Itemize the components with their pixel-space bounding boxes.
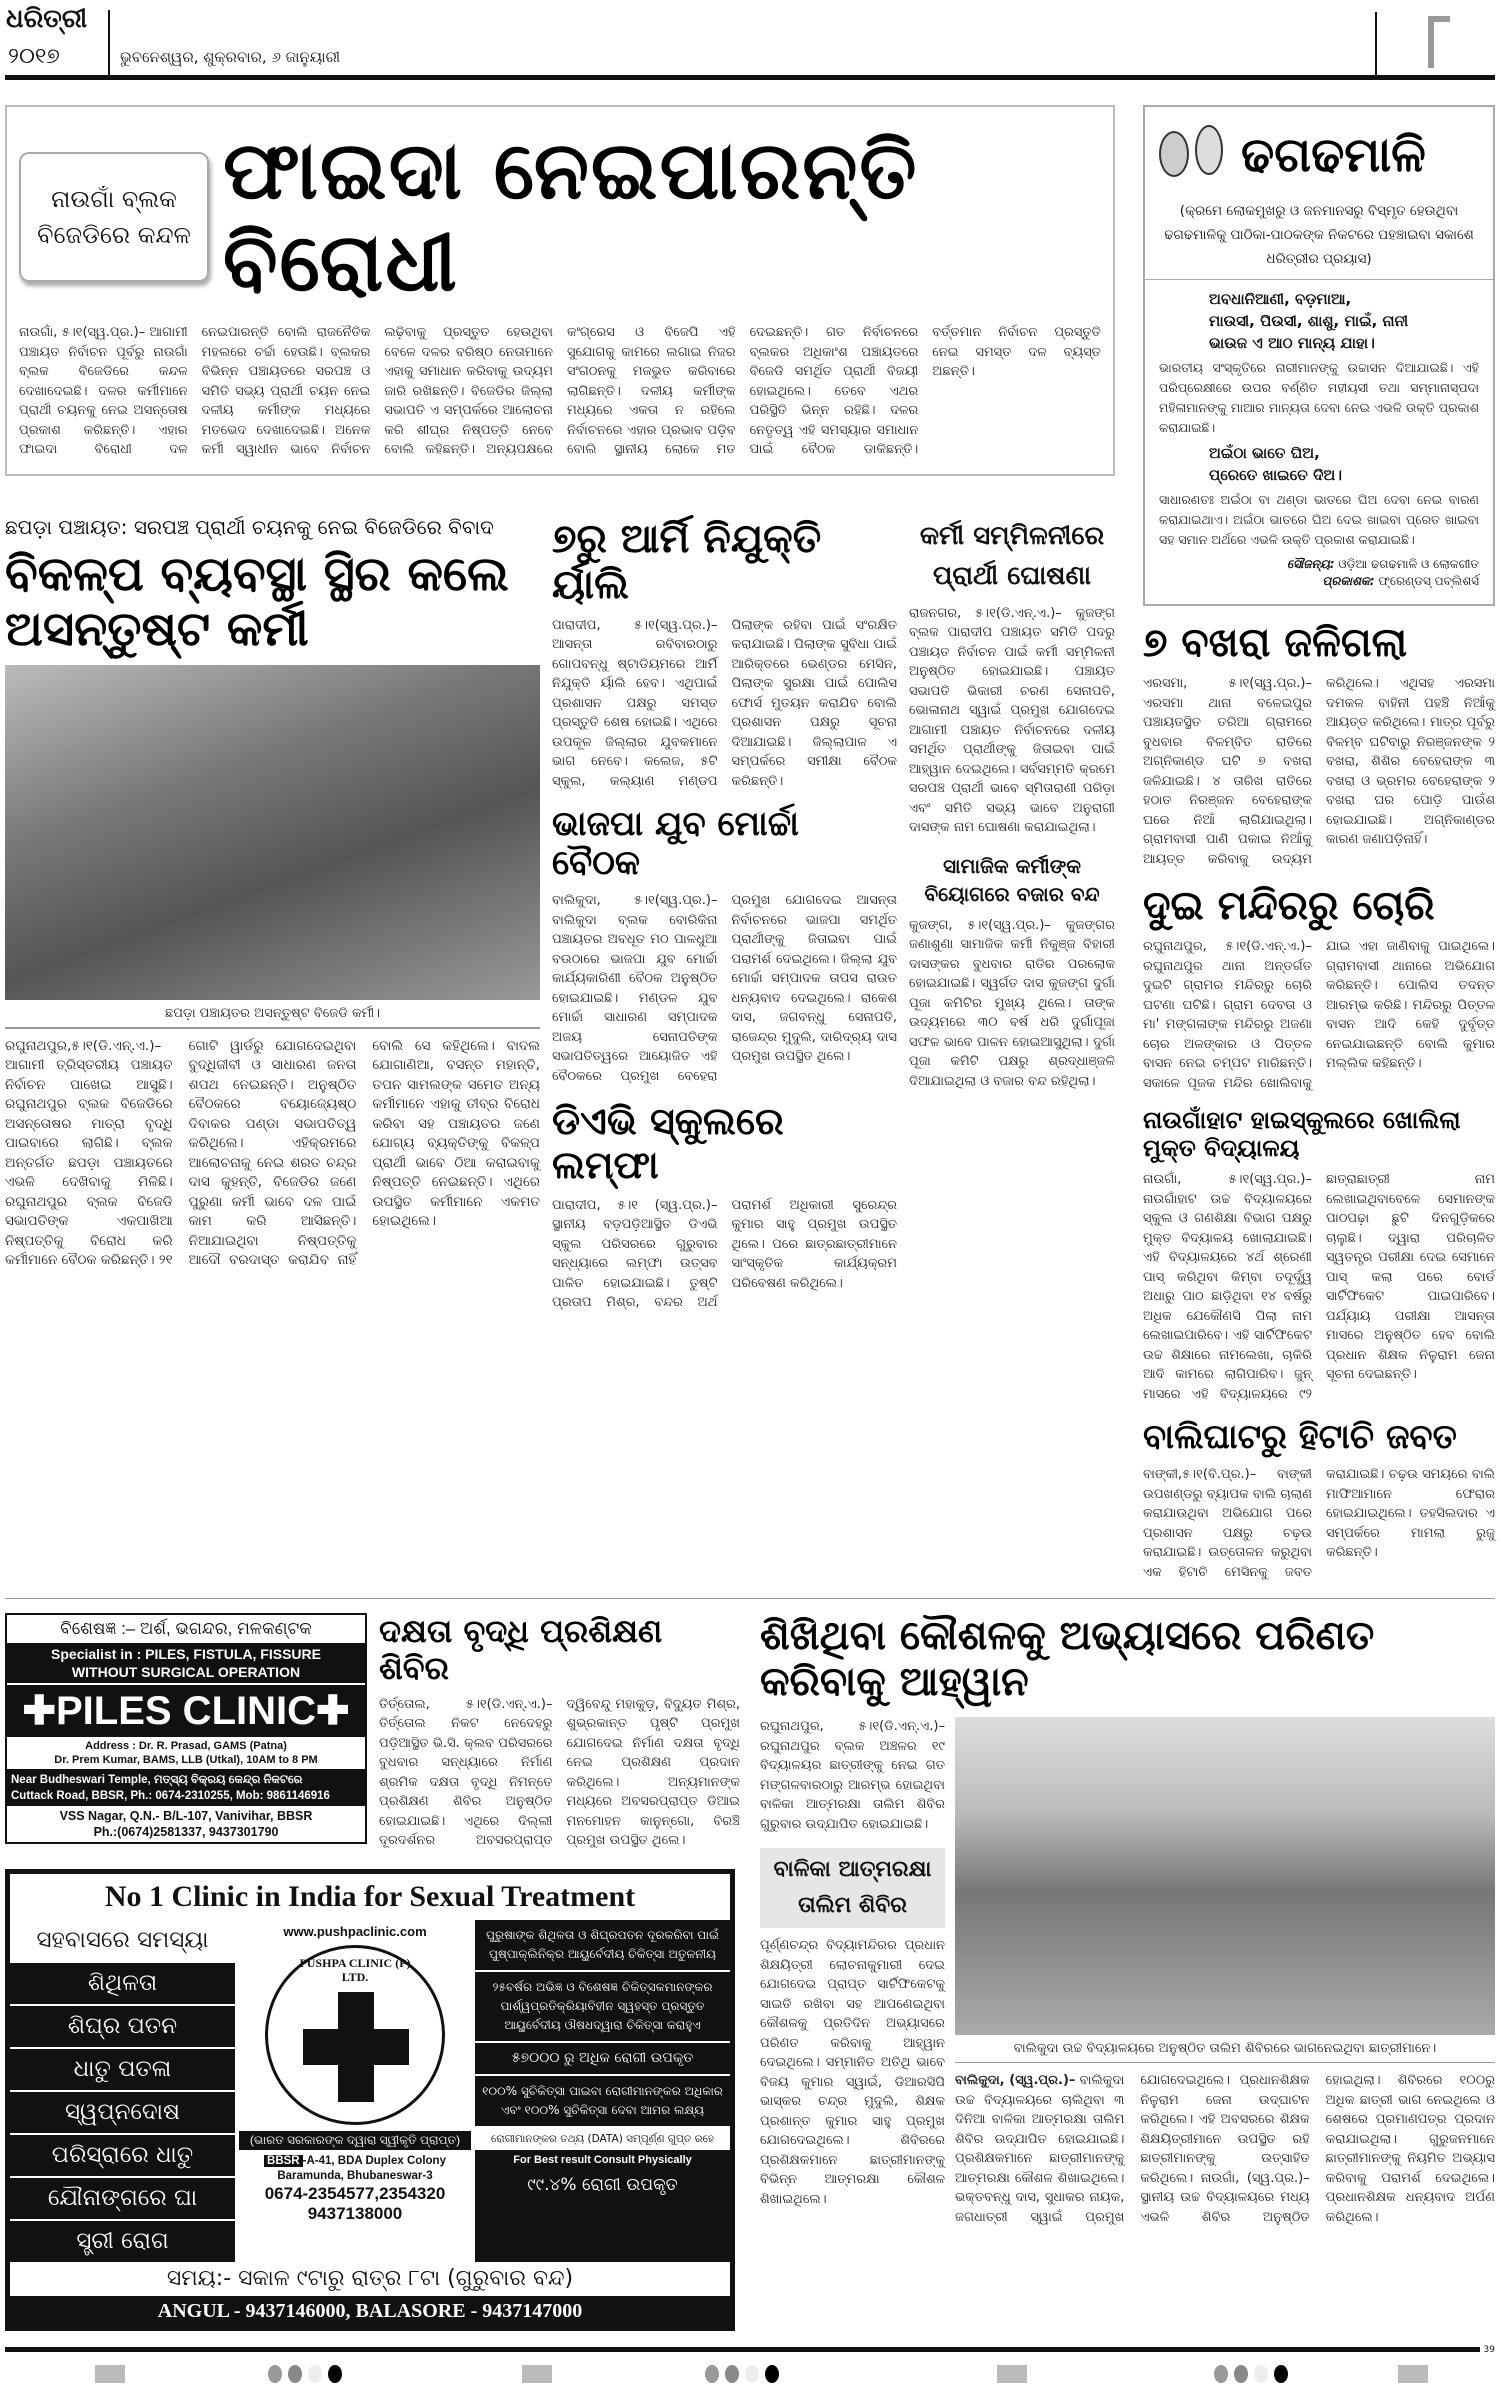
piles-clinic-ad <box>5 1613 367 1844</box>
temple-headline: ଦୁଇ ମନ୍ଦିରରୁ ଚୋରି <box>1143 883 1435 929</box>
success-rate: ୯୯.୪% ରୋଗୀ ଉପକୃତ <box>527 2174 678 2195</box>
training-camp-photo <box>955 1717 1495 2035</box>
clinic-address-block <box>239 2154 471 2224</box>
ad-specialist-block <box>7 1643 365 1683</box>
ad-address-block <box>7 1737 365 1770</box>
selfdef-lead-label: ବାଲିକୁଦା, (ସ୍ୱ.ପ୍ର.)– <box>955 2073 1076 2089</box>
dhagadhamali-box <box>1143 105 1495 606</box>
divider <box>108 10 110 76</box>
army-column <box>552 516 897 1313</box>
registration-marks <box>5 2365 1495 2385</box>
dhagadhamali-subtitle: (କ୍ରମେ ଲୋକମୁଖରୁ ଓ ଜନମାନସରୁ ବିସ୍ମୃତ ହେଉଥିବା ଢଗଢମାଳିକୁ ପାଠିକା-ପାଠକଙ୍କ ନିକଟରେ ପହଞ୍ଚାଇବା ସକାଶେ ଧରିତ୍ରୀର ପ୍ରୟାସ) <box>1164 203 1474 267</box>
clinic-phone-2: 9437138000 <box>307 2203 403 2223</box>
medical-cross-bar <box>303 2029 409 2065</box>
karmi-body: ରାଜନଗର, ୫।୧(ଡି.ଏନ୍.ଏ.)– କୁଜଙ୍ଗ ବ୍ଲକ ପାରାଦୀପ ପଞ୍ଚାୟତ ସମିତି ପଦରୁ ପଞ୍ଚାୟତ ନିର୍ବାଚନ ପାଇଁ କର୍ମୀ ସମ୍ମିଳନୀ ଅନୁଷ୍ଠିତ ହୋଇଯାଇଛି। ପଞ୍ଚାୟତ ସଭାପତି ଭିକାରୀ ଚରଣ ସେନାପତି, ଭୋଳାନାଥ ସ୍ୱାଇଁ ପ୍ରମୁଖ ଯୋଗଦେଇ ଆଗାମୀ ପଞ୍ଚାୟତ ନିର୍ବାଚନରେ ଦଳୀୟ ସମର୍ଥିତ ପ୍ରାର୍ଥୀଙ୍କୁ ଜିତାଇବା ପାଇଁ ଆହ୍ୱାନ ଦେଇଥିଲେ। ସର୍ବସମ୍ମତି କ୍ରମେ ସରପଞ୍ଚ ପ୍ରାର୍ଥୀ ଭାବେ ସ୍ମିତାରାଣୀ ପରିଡ଼ା ଏବଂ ସମିତି ସଭ୍ୟ ଭାବେ ଅନୁରାଗୀ ଦାସଙ୍କ ନାମ ଘୋଷଣା କରାଯାଇଥିଲା। <box>909 605 1115 835</box>
fire-body: ଏରସମା, ୫।୧(ସ୍ୱ.ପ୍ର.)– ଏରସମା ଥାନା ବଳେଇପୁର ପଞ୍ଚାୟତସ୍ଥିତ ତରିଆ ଗ୍ରାମରେ ବୁଧବାର ବିଳମ୍ବିତ ରାତିରେ ଅଗ୍ନିକାଣ୍ଡ ଘଟି ୭ ବଖରା ଜଳିଯାଇଛି। ୪ ତାରିଖ ରାତିରେ ହଠାତ ନିରଞ୍ଜନ ବେହେରାଙ୍କ ଘରେ ନିଆଁ ଲାଗିଯାଇଥିଲା। ଗ୍ରାମବାସୀ ପାଣି ପକାଇ ନିଆଁକୁ ଆୟତ୍ତ କରିବାକୁ ଉଦ୍ୟମ କରିଥିଲେ। ଏଥିସହ ଏରସମା ଦମକଳ ବାହିନୀ ପହଞ୍ଚି ନିଆଁକୁ ଆୟତ୍ତ କରିଥିଲେ। ମାତ୍ର ପୂର୍ବରୁ ବିଳମ୍ବ ଘଟିବାରୁ ନିରଞ୍ଜନଙ୍କ ୨ ବଖରା, ଶିଶିର ବେହେରାଙ୍କ ୩ ବଖରା ଓ ଭ୍ରମର ବେହେରାଙ୍କ ୨ ବଖରା ଘର ପୋଡ଼ି ପାଉଁଶ ହୋଇଯାଇଛି। ଅଗ୍ନିକାଣ୍ଡର କାରଣ ଜଣାପଡ଼ିନାହିଁ। <box>1143 676 1495 867</box>
page-corner-mark <box>1428 16 1450 68</box>
chhapada-column <box>5 516 540 1271</box>
plus-icon: ✚ <box>316 1689 350 1734</box>
clinic-address-1: -A-41, BDA Duplex Colony <box>302 2154 446 2167</box>
ad-specialist-odia: ବିଶେଷଜ୍ଞ :– ଅର୍ଶ, ଭଗନ୍ଦର, ମଳକଣ୍ଟକ <box>60 1619 312 1639</box>
condition-item: ସ୍ତ୍ରୀ ରୋଗ <box>76 2227 169 2254</box>
verse-1 <box>1159 288 1479 354</box>
dav-headline: ଡିଏଭି ସ୍କୁଲରେ ଲମ୍ଫା <box>552 1099 784 1187</box>
lead-body: ନାଉଗାଁ, ୫।୧(ସ୍ୱ.ପ୍ର.)– ଆଗାମୀ ପଞ୍ଚାୟତ ନିର୍ବାଚନ ପୂର୍ବରୁ ନାଉଗାଁ ବ୍ଲକ ବିଜେଡିରେ କନ୍ଦଳ ଦେଖାଦେଇଛି। ଦଳର କର୍ମୀମାନେ ପ୍ରାର୍ଥୀ ଚୟନକୁ ନେଇ ଅସନ୍ତୋଷ ପ୍ରକାଶ କରିଛନ୍ତି। ଏହାର ଫାଇଦା ବିରୋଧୀ ଦଳ ନେଇପାରନ୍ତି ବୋଲି ରାଜନୈତିକ ମହଲରେ ଚର୍ଚ୍ଚା ହେଉଛି। ବ୍ଲକର ବିଭିନ୍ନ ପଞ୍ଚାୟତରେ ସରପଞ୍ଚ ଓ ସମିତି ସଭ୍ୟ ପ୍ରାର୍ଥୀ ଚୟନ ନେଇ ଦଳୀୟ କର୍ମୀଙ୍କ ମଧ୍ୟରେ ମତଭେଦ ଦେଖାଦେଇଛି। ଅନେକ କର୍ମୀ ସ୍ୱାଧୀନ ଭାବେ ନିର୍ବାଚନ ଲଢ଼ିବାକୁ ପ୍ରସ୍ତୁତ ହେଉଥିବା ବେଳେ ଦଳର ବରିଷ୍ଠ ନେତାମାନେ ଏହାକୁ ସମାଧାନ କରିବାକୁ ଉଦ୍ୟମ ଜାରି ରଖିଛନ୍ତି। ବିଜେଡିର ଜିଲ୍ଲା ସଭାପତି ଏ ସମ୍ପର୍କରେ ଆଲୋଚନା କରି ଶୀଘ୍ର ନିଷ୍ପତ୍ତି ନେବେ ବୋଲି କହିଛନ୍ତି। ଅନ୍ୟପକ୍ଷରେ କଂଗ୍ରେସ ଓ ବିଜେପି ଏହି ସୁଯୋଗକୁ କାମରେ ଲଗାଇ ନିଜର ସଂଗଠନକୁ ମଜଭୁତ କରିବାରେ ଲାଗିଛନ୍ତି। ଦଳୀୟ କର୍ମୀଙ୍କ ମଧ୍ୟରେ ଏକତା ନ ରହିଲେ ନିର୍ବାଚନରେ ଏହାର ପ୍ରଭାବ ପଡ଼ିବ ବୋଲି ସ୍ଥାନୀୟ ଲୋକେ ମତ ଦେଇଛନ୍ତି। ଗତ ନିର୍ବାଚନରେ ବ୍ଲକର ଅଧିକାଂଶ ପଞ୍ଚାୟତରେ ବିଜେଡି ସମର୍ଥିତ ପ୍ରାର୍ଥୀ ବିଜୟୀ ହୋଇଥିଲେ। ତେବେ ଏଥର ପରିସ୍ଥିତି ଭିନ୍ନ ରହିଛି। ଦଳର ନେତୃତ୍ୱ ଏହି ସମସ୍ୟାର ସମାଧାନ ପାଇଁ ବୈଠକ ଡାକିଛନ୍ତି। ବର୍ତ୍ତମାନ ନିର୍ବାଚନ ପ୍ରସ୍ତୁତି ନେଇ ସମସ୍ତ ଦଳ ବ୍ୟସ୍ତ ଅଛନ୍ତି। <box>19 325 1101 457</box>
pushpa-title: No 1 Clinic in India for Sexual Treatment <box>10 1874 730 1920</box>
ad-title-bar <box>7 1685 365 1737</box>
main-section <box>5 105 1495 1582</box>
verse-2 <box>1159 442 1479 486</box>
condition-item: ଶିଘ୍ର ପତନ <box>10 2006 235 2049</box>
publisher: ଫ୍ରେଣ୍ଡସ୍ ପବ୍ଲିଶର୍ସ <box>1378 574 1479 588</box>
left-area <box>5 105 1115 1313</box>
cartoon-faces-icon <box>1159 121 1229 191</box>
bbsr-label: BBSR <box>264 2155 303 2167</box>
hitachi-headline: ବାଲିଘାଟରୁ ହିଟାଚି ଜବତ <box>1143 1417 1457 1458</box>
ad-location-2: Cuttack Road, BBSR, Ph.: 0674-2310255, Mob: 9861146916 <box>11 1790 330 1803</box>
lead-top <box>19 125 1101 309</box>
condition-item: ଶିଥିଳତା <box>10 1963 235 2006</box>
lead-kicker-box <box>19 152 209 282</box>
divider <box>5 1027 540 1029</box>
credit: ଓଡ଼ିଆ ଢଗଢମାଳି ଓ ଲୋକଗୀତ <box>1338 557 1479 571</box>
bjp-headline: ଭାଜପା ଯୁବ ମୋର୍ଚ୍ଚା ବୈଠକ <box>552 804 799 884</box>
consult-note: For Best result Consult Physically <box>513 2153 692 2166</box>
condition-item: ସହବାସରେ ସମସ୍ୟା <box>10 1920 235 1963</box>
verse-2-explanation: ସାଧାରଣତଃ ଅଇଁଠା ବା ଥଣ୍ଡା ଭାତରେ ଘିଅ ଦେବା ନେଇ ବାରଣ କରାଯାଇଥାଏ। ଅଇଁଠା ଭାତରେ ଘିଅ ଦେଇ ଖାଇବା ପ୍ରେତ ଖାଇବା ସହ ସମାନ ଅର୍ଥରେ ଏଭଳି ଉକ୍ତି ପ୍ରକାଶ କରାଯାଇଛି। <box>1159 492 1479 547</box>
claims-list <box>475 1920 730 2262</box>
ad-no-surgery: WITHOUT SURGICAL OPERATION <box>71 1664 301 1681</box>
footer-rule <box>5 2347 1480 2352</box>
selfdef-left <box>760 1717 945 2209</box>
condition-item: ସ୍ୱପ୍ନଦୋଷ <box>10 2092 235 2135</box>
divider <box>1145 279 1493 280</box>
claim-item: ୧୦୦% ସୁଚିକିତ୍ସା ପାଇବା ରୋଗୀମାନଙ୍କର ଅଧିକାର ଏବଂ ୧୦୦% ସୁଚିକିତ୍ସା ଦେବା ଆମର ଲକ୍ଷ୍ୟ <box>475 2076 730 2128</box>
ads-and-skill-row <box>5 1613 740 1851</box>
ad-location-block-2 <box>7 1806 365 1842</box>
clinic-phone-1: 0674-2354577,2354320 <box>264 2183 446 2203</box>
dav-body: ପାରାଦୀପ, ୫।୧ (ସ୍ୱ.ପ୍ର.)– ସ୍ଥାନୀୟ ବଡ଼ପଡ଼ିଆସ୍ଥିତ ଡିଏଭି ସ୍କୁଲ ପରିସରରେ ଗୁରୁବାର ସନ୍ଧ୍ୟାରେ ଲମ୍ଫା ଉତ୍ସବ ପାଳିତ ହୋଇଯାଇଛି। ତୁଷ୍ଟି ପ୍ରତାପ ମିଶ୍ର, ବନ୍ଦର ଅର୍ଥ ପରାମର୍ଶ ଅଧିକାରୀ ସୁରେନ୍ଦ୍ର କୁମାର ସାହୁ ପ୍ରମୁଖ ଉପସ୍ଥିତ ଥିଲେ। ପରେ ଛାତ୍ରଛାତ୍ରୀମାନେ ସାଂସ୍କୃତିକ କାର୍ଯ୍ୟକ୍ରମ ପରିବେଷଣ କରିଥିଲେ। <box>552 1197 897 1311</box>
dhagadhamali-title: ଢଗଢମାଳି <box>1241 127 1426 184</box>
chhapada-headline: ବିକଳ୍ପ ବ୍ୟବସ୍ଥା ସ୍ଥିର କଲେ ଅସନ୍ତୁଷ୍ଟ କର୍ମୀ <box>5 545 509 657</box>
footer <box>5 2345 1495 2393</box>
credit-label: ସୌଜନ୍ୟ: <box>1287 557 1335 571</box>
skill-headline: ଦକ୍ଷତା ବୃଦ୍ଧି ପ୍ରଶିକ୍ଷଣ ଶିବିର <box>379 1612 663 1688</box>
chhapada-body: ରଘୁନାଥପୁର,୫।୧(ଡି.ଏନ୍.ଏ.)– ଆଗାମୀ ତ୍ରିସ୍ତରୀୟ ପଞ୍ଚାୟତ ନିର୍ବାଚନ ପାଖେଇ ଆସୁଛି। ରଘୁନାଥପୁର ବ୍ଲକ ବିଜେଡିରେ ଅସନ୍ତୋଷର ମାତ୍ରା ବୃଦ୍ଧି ପାଇବାରେ ଲାଗିଛି। ବ୍ଲକ ଅନ୍ତର୍ଗତ ଛପଡ଼ା ପଞ୍ଚାୟତରେ ଏଭଳି ଦେଖିବାକୁ ମିଳିଛି। ରଘୁନାଥପୁର ବ୍ଲକ ବିଜେଡି ସଭାପତିଙ୍କ ଏକପାଖିଆ ନିଷ୍ପତ୍ତିକୁ ବିରୋଧ କରି କର୍ମୀମାନେ ବୈଠକ କରିଛନ୍ତି। ୨୧ ଗୋଟି ୱାର୍ଡରୁ ଯୋଗଦେଇଥିବା ବୁଦ୍ଧିଜୀବୀ ଓ ସାଧାରଣ ଜନତା ଶପଥ ନେଇଛନ୍ତି। ଅନୁଷ୍ଠିତ ବୈଠକରେ ବୟୋଜ୍ୟେଷ୍ଠ ଦିବାକର ପଣ୍ଡା ସଭାପତିତ୍ୱ କରିଥିଲେ। ଏହିକ୍ରମରେ ଆଲୋଚନାକୁ ନେଇ ଶରତ ଚନ୍ଦ୍ର ଦାସ କୁହନ୍ତି, ବିଜେଡିର ଜଣେ ପୁରୁଣା କର୍ମୀ ଭାବେ ଦଳ ପାଇଁ କାମ କରି ଆସିଛନ୍ତି। ନିଆଯାଇଥିବା ନିଷ୍ପତ୍ତିକୁ ଆଦୌ ବରଦାସ୍ତ କରାଯିବ ନାହିଁ ବୋଲି ସେ କହିଥିଲେ। ବାଦଲ ଯୋଗାଣିଆ, ବସନ୍ତ ମହାନ୍ତି, ତପନ ସାମଲଙ୍କ ସମେତ ଅନ୍ୟ କର୍ମୀମାନେ ଏହାକୁ ତୀବ୍ର ବିରୋଧ କରିବା ସହ ପଞ୍ଚାୟତର ଜଣେ ଯୋଗ୍ୟ ବ୍ୟକ୍ତିଙ୍କୁ ବିକଳ୍ପ ପ୍ରାର୍ଥୀ ଭାବେ ଠିଆ କରାଇବାକୁ ନିଷ୍ପତ୍ତି ନେଇଛନ୍ତି। ଏଥିରେ ଉପସ୍ଥିତ କର୍ମୀମାନେ ଏକମତ ହୋଇଥିଲେ। <box>5 1037 540 1269</box>
plus-icon: ✚ <box>22 1689 56 1734</box>
temple-body: ରଘୁନାଥପୁର, ୫।୧(ଡି.ଏନ୍.ଏ.)– ରଘୁନାଥପୁର ଥାନା ଅନ୍ତର୍ଗତ ଦୁଇଟି ଗ୍ରାମର ମନ୍ଦିରରୁ ଚୋରି ଘଟଣା ଘଟିଛି। ଗ୍ରାମ ଦେବତା ଓ ମା' ମଙ୍ଗଳାଙ୍କ ମନ୍ଦିରରୁ ଅଜଣା ଚୋର ଅଳଙ୍କାର ଓ ପିତ୍ତଳ ବାସନ ନେଇ ଚମ୍ପଟ ମାରିଛନ୍ତି। ସକାଳେ ପୂଜକ ମନ୍ଦିର ଖୋଲିବାକୁ ଯାଇ ଏହା ଜାଣିବାକୁ ପାଇଥିଲେ। ଗ୍ରାମବାସୀ ଥାନାରେ ଅଭିଯୋଗ କରିଛନ୍ତି। ପୋଲିସ ତଦନ୍ତ ଆରମ୍ଭ କରିଛି। ମନ୍ଦିରରୁ ପିତ୍ତଳ ବାସନ ଆଦି କେହି ଦୁର୍ବୃତ୍ତ ନେଇଯାଇଛନ୍ତି ବୋଲି କୁମାର ମଲ୍ଲିକ କହିଛନ୍ତି। <box>1143 939 1495 1091</box>
claim-item: ପୁରୁଷାଙ୍କ ଶିଥିଳତା ଓ ଶିଘ୍ରପତନ ଦୂରକରିବା ପାଇଁ ପୁଷ୍ପାକ୍ଲିନିକ୍‌ର ଆୟୁର୍ବେଦୀୟ ଚିକିତ୍ସା ଅତୁଳନୀୟ <box>475 1920 730 1972</box>
army-body: ପାରାଦୀପ, ୫।୧(ସ୍ୱ.ପ୍ର.)– ଆସନ୍ତା ରବିବାରଠାରୁ ଗୋପବନ୍ଧୁ ଷ୍ଟାଡିୟମରେ ଆର୍ମି ନିଯୁକ୍ତି ର୍ୟାଲି ହେବ। ଏଥିପାଇଁ ପ୍ରଶାସନ ପକ୍ଷରୁ ସମସ୍ତ ପ୍ରସ୍ତୁତି ଶେଷ ହୋଇଛି। ଏଥିରେ ଉପକୂଳ ଜିଲ୍ଲାର ଯୁବକମାନେ ଭାଗ ନେବେ। କଲେଜ, ୫ଟି ସ୍କୁଲ, କଲ୍ୟାଣ ମଣ୍ଡପ ପିଲାଙ୍କ ରହିବା ପାଇଁ ସଂରକ୍ଷିତ କରାଯାଇଛି। ପିଲାଙ୍କ ସୁବିଧା ପାଇଁ ଆରିକ୍ତରେ ଭେଣ୍ଡର ମେସିନ, ପିଲାଙ୍କ ସୁରକ୍ଷା ପାଇଁ ପୋଲିସ ଫୋର୍ସ ମୁତୟନ କରାଯିବ ବୋଲି ପ୍ରଶାସନ ପକ୍ଷରୁ ସୂଚନା ଦିଆଯାଇଛି। ଜିଲ୍ଲାପାଳ ଏ ସମ୍ପର୍କରେ ସମୀକ୍ଷା ବୈଠକ କରିଛନ୍ତି। <box>552 617 897 789</box>
ad-location-block <box>7 1770 365 1806</box>
ad-location-3: VSS Nagar, Q.N.- B/L-107, Vanivihar, BBSR <box>59 1809 313 1824</box>
page-number: 39 <box>1483 2344 1495 2355</box>
samajik-body: କୁଜଙ୍ଗ, ୫।୧(ସ୍ୱ.ପ୍ର.)– କୁଜଙ୍ଗର ଜଣାଶୁଣା ସାମାଜିକ କର୍ମୀ ନିକୁଞ୍ଜ ବିହାରୀ ଦାସଙ୍କର ବୁଧବାର ରାତିର ପରଲୋକ ହୋଇଯାଇଛି। ସ୍ୱର୍ଗତ ଦାସ କୁଜଙ୍ଗ ଦୁର୍ଗା ପୂଜା କମିଟିର ମୁଖ୍ୟ ଥିଲେ। ତାଙ୍କ ଉଦ୍ୟମରେ ୩୦ ବର୍ଷ ଧରି ଦୁର୍ଗାପୂଜା ସଫଳ ଭାବେ ପାଳନ ହୋଇଆସୁଥିଲା। ଦୁର୍ଗା ପୂଜା କମିଟି ପକ୍ଷରୁ ଶ୍ରଦ୍ଧାଞ୍ଜଳି ଦିଆଯାଇଥିଲା ଓ ବଜାର ବନ୍ଦ ରହିଥିଲା। <box>909 917 1115 1089</box>
verse-line: ମାଉସୀ, ପିଉସୀ, ଶାଶୁ, ମାଇଁ, ନାନୀ <box>1209 312 1409 330</box>
karmi-headline: କର୍ମୀ ସମ୍ମିଳନୀରେ ପ୍ରାର୍ଥୀ ଘୋଷଣା <box>919 520 1105 591</box>
chhapada-caption: ଛପଡ଼ା ପଞ୍ଚାୟତର ଅସନ୍ତୁଷ୍ଟ ବିଜେଡି କର୍ମୀ। <box>164 1005 381 1021</box>
ad-specialist: Specialist in : PILES, FISTULA, FISSURE <box>51 1646 321 1663</box>
seal-text: PUSHPA CLINIC (P) LTD. <box>299 1955 411 1984</box>
verse-line: ଅଇଁଠା ଭାତେ ଘିଅ, <box>1209 444 1320 462</box>
verse-line: ପ୍ରେତେ ଖାଇତେ ଦିଅ। <box>1209 466 1342 484</box>
clinic-branches: ANGUL - 9437146000, BALASORE - 9437147000 <box>157 2299 583 2322</box>
skill-body: ତିର୍ତ୍ତୋଲ, ୫।୧(ଡି.ଏନ୍.ଏ.)– ତିର୍ତ୍ତୋଲ ନିକଟ ନେଦେହରୁ ପଡ଼ିଆସ୍ଥିତ ଭି.ସି. କ୍ଲବ ପରିସରରେ ବୁଧବାର ସନ୍ଧ୍ୟାରେ ନିର୍ମାଣ ଶ୍ରମିକ ଦକ୍ଷତା ବୃଦ୍ଧି ନିମନ୍ତେ ପ୍ରଶିକ୍ଷଣ ଶିବିର ଅନୁଷ୍ଠିତ ହୋଇଯାଇଛି। ଏଥିରେ ଦିଲ୍ଲୀ ଦୂରଦର୍ଶନର ଅବସରପ୍ରାପ୍ତ ଦ୍ୱିବେନ୍ଦୁ ମହାକୁଡ଼, ବିଦ୍ୟୁତ ମିଶ୍ର, ଶୁଭ୍ରକାନ୍ତ ପୃଷ୍ଟି ପ୍ରମୁଖ ଯୋଗଦେଇ ନିର୍ମାଣ ଦକ୍ଷତା ବୃଦ୍ଧି ନେଇ ପ୍ରଶିକ୍ଷଣ ପ୍ରଦାନ କରିଥିଲେ। ଅନ୍ୟମାନଙ୍କ ମଧ୍ୟରେ ଅବସରପ୍ରାପ୍ତ ଡିଆଇ ମନମୋହନ କାନୁନ୍‌ଗୋ, ବିରଞ୍ଚି ପ୍ରମୁଖ ଉପସ୍ଥିତ ଥିଲେ। <box>379 1696 740 1849</box>
publisher-label: ପ୍ରକାଶକ: <box>1322 574 1375 588</box>
lead-headline: ଫାଇଦା ନେଇପାରନ୍ତି ବିରୋଧୀ <box>223 124 919 309</box>
right-column <box>1143 105 1495 1582</box>
selfdef-intro: ରଘୁନାଥପୁର, ୫।୧(ଡି.ଏନ୍.ଏ.)– ରଘୁନାଥପୁର ବ୍ଲକ ଅଞ୍ଚଳର ୧୯ ବିଦ୍ୟାଳୟର ଛାତ୍ରୀଙ୍କୁ ନେଇ ଗତ ମଙ୍ଗଳବାରଠାରୁ ଆରମ୍ଭ ହୋଇଥିବା ବାଳିକା ଆତ୍ମରକ୍ଷା ତାଲିମ ଶିବିର ଗୁରୁବାର ଉଦ୍‌ଯାପିତ ହୋଇଯାଇଛି। <box>760 1719 945 1832</box>
newspaper-logo: ଧରିତ୍ରୀ <box>6 4 88 34</box>
ad-address-2: Dr. Prem Kumar, BAMS, LLB (Utkal), 10AM to 8 PM <box>54 1754 318 1767</box>
dateline: ଭୁବନେଶ୍ୱର, ଶୁକ୍ରବାର, ୬ ଜାନୁୟାରୀ <box>120 48 341 66</box>
selfdef-box-headline: ବାଳିକା ଆତ୍ମରକ୍ଷା ତାଲିମ ଶିବିର <box>760 1848 945 1928</box>
govt-recognition: (ଭାରତ ସରକାରଙ୍କ ଦ୍ୱାରା ସ୍ୱୀକୃତି ପ୍ରାପ୍ତ) <box>239 2131 471 2150</box>
bottom-right <box>760 1613 1495 2227</box>
ad-address-1: Address : Dr. R. Prasad, GAMS (Patna) <box>85 1740 287 1753</box>
masthead <box>5 0 1495 80</box>
claim-item: ୫୭୦୦୦ ରୁ ଅଧିକ ରୋଗୀ ଉପକୃତ <box>475 2043 730 2076</box>
verse-line: ଭାଉଜ ଏ ଆଠ ମାନ୍ୟ ଯାହା। <box>1209 334 1375 352</box>
selfdef-caption: ବାଲିକୁଦା ଉଚ୍ଚ ବିଦ୍ୟାଳୟରେ ଅନୁଷ୍ଠିତ ତାଲିମ ଶିବିରରେ ଭାଗନେଇଥିବା ଛାତ୍ରୀମାନେ। <box>1013 2041 1437 2057</box>
clinic-website: www.pushpaclinic.com <box>283 1923 427 1939</box>
selfdef-row <box>760 1717 1495 2227</box>
clinic-timing: ସମୟ:- ସକାଳ ୯ଟାରୁ ରାତ୍ର ୮ଟା (ଗୁରୁବାର ବନ୍ଦ) <box>10 2262 730 2296</box>
open-school-body: ନାଉଗାଁ, ୫।୧(ସ୍ୱ.ପ୍ର.)– ନାଉଗାଁହାଟ ଉଚ୍ଚ ବିଦ୍ୟାଳୟରେ ସ୍କୁଲ ଓ ଗଣଶିକ୍ଷା ବିଭାଗ ପକ୍ଷରୁ ମୁକ୍ତ ବିଦ୍ୟାଳୟ ଖୋଲାଯାଇଛି। ଏହି ବିଦ୍ୟାଳୟରେ ୪ର୍ଥ ଶ୍ରେଣୀ ପାସ୍ କରିଥିବା କିମ୍ବା ତଦୂର୍ଦ୍ଧ୍ୱ ଅଧାରୁ ପାଠ ଛାଡ଼ିଥିବା ୧୪ ବର୍ଷରୁ ଅଧିକ ଯେକୌଣସି ପିଲା ନାମ ଲେଖାଇପାରିବେ। ଏହି ସାର୍ଟିଫିକେଟ ଉଚ୍ଚ ଶିକ୍ଷାରେ ନାମଲେଖା, ଚାକିରି ଆଦି କାମରେ ଲାଗିପାରିବ। ଜୁନ୍ ମାସରେ ଏହି ବିଦ୍ୟାଳୟରେ ୯୨ ଛାତ୍ରାଛାତ୍ରୀ ନାମ ଲେଖାଇଥିବାବେଳେ ସେମାନଙ୍କ ପାଠପଢ଼ା ଛୁଟି ଦିନଗୁଡ଼ିକରେ ଚାଲୁଛି। ଦ୍ୱାରା ପରିଚାଳିତ ସ୍ୱତନ୍ତ୍ର ପରୀକ୍ଷା ଦେଇ ସେମାନେ ପାସ୍ କଲା ପରେ ବୋର୍ଡ ସାର୍ଟିଫିକେଟ ପାଇପାରିବେ। ପର୍ଯ୍ୟାୟ ପରୀକ୍ଷା ଆସନ୍ତା ମାସରେ ଅନୁଷ୍ଠିତ ହେବ ବୋଲି ପ୍ରଧାନ ଶିକ୍ଷକ ନିଳୁରାମ ଜେନା ସୂଚନା ଦେଇଛନ୍ତି। <box>1143 1172 1495 1402</box>
credits <box>1159 556 1479 590</box>
ad-location-4: Ph.:(0674)2581337, 9437301790 <box>93 1825 279 1840</box>
verse-1-explanation: ଭାରତୀୟ ସଂସ୍କୃତିରେ ନାରୀମାନଙ୍କୁ ଉଚ୍ଚାସନ ଦିଆଯାଇଛି। ଏହି ପରିପ୍ରେକ୍ଷୀରେ ଉପର ବର୍ଣ୍ଣିତ ମହୀୟସୀ ତଥା ସମ୍ମାନାସ୍ପଦା ମହିଳାମାନଙ୍କୁ ମାଆର ମାନ୍ୟତା ଦେବା ନେଇ ଏଭଳି ଉକ୍ତି ପ୍ରକାଶ କରାଯାଇଛି। <box>1159 360 1479 435</box>
chhapada-kicker: ଛପଡ଼ା ପଞ୍ଚାୟତ: ସରପଞ୍ଚ ପ୍ରାର୍ଥୀ ଚୟନକୁ ନେଇ ବିଜେଡିରେ ବିବାଦ <box>5 514 494 539</box>
pushpa-clinic-ad <box>5 1869 735 2331</box>
fire-headline: ୭ ବଖରା ଜଳିଗଲା <box>1143 620 1408 666</box>
divider <box>1375 12 1377 76</box>
party-workers-photo <box>5 665 540 1000</box>
bottom-left <box>5 1613 740 2331</box>
year: ୨୦୧୭ <box>8 44 60 69</box>
condition-item: ଯୌନାଙ୍ଗରେ ଘା <box>10 2178 235 2221</box>
clinic-seal <box>265 1945 445 2125</box>
bottom-section <box>5 1598 1495 2331</box>
karmi-column <box>909 516 1115 1092</box>
condition-item: ଧାତୁ ପତଳା <box>10 2049 235 2092</box>
data-privacy-note: ରୋଗୀମାନଙ୍କର ତଥ୍ୟ (DATA) ସମ୍ପୂର୍ଣ୍ଣ ଗୁପ୍ତ ରହେ <box>475 2128 730 2150</box>
selfdef-right <box>955 1717 1495 2227</box>
hitachi-body: ବାଙ୍କୀ,୫।୧(ବି.ପ୍ର.)– ବାଙ୍କୀ ଉପଖଣ୍ଡରୁ ବ୍ୟାପକ ବାଲି ଚାଲାଣ କରାଯାଉଥିବା ଅଭିଯୋଗ ପରେ ପ୍ରଶାସନ ପକ୍ଷରୁ ଚଢ଼ଉ କରାଯାଇଛି। ଉତ୍ତୋଳନ କରୁଥିବା ଏକ ହିଟାଚି ମେସିନକୁ ଜବତ କରାଯାଇଛି। ଚଢ଼ଉ ସମୟରେ ବାଲି ମାଫିଆମାନେ ଫେରାର ହୋଇଯାଇଥିଲେ। ତହସିଲଦାର ଏ ସମ୍ପର୍କରେ ମାମଲା ରୁଜୁ କରିଛନ୍ତି। <box>1143 1467 1495 1580</box>
footer-rule-row <box>5 2345 1495 2355</box>
ad-title: PILES CLINIC <box>55 1689 317 1734</box>
verse-line: ଅବଧାନିଆଣୀ, ବଡ଼ମାଆ, <box>1209 290 1352 308</box>
dhagadhamali-header <box>1159 121 1479 191</box>
bjp-body: ବାଲିକୁଦା, ୫।୧(ସ୍ୱ.ପ୍ର.)– ବାଲିକୁଦା ବ୍ଲକ ବୋରିକିନା ପଞ୍ଚାୟତର ଅବଧୂତ ମଠ ପାଳଧୁଆ ବଉଠାରେ ଭାଜପା ଯୁବ ମୋର୍ଚ୍ଚା କାର୍ଯ୍ୟକାରିଣୀ ବୈଠକ ଅନୁଷ୍ଠିତ ହୋଇଯାଇଛି। ମଣ୍ଡଳ ଯୁବ ମୋର୍ଚ୍ଚା ସାଧାରଣ ସମ୍ପାଦକ ଅଜୟ ସେନାପତିଙ୍କ ସଭାପତିତ୍ୱରେ ଆୟୋଜିତ ଏହି ବୈଠକରେ ପ୍ରମୁଖ ବେହେରା ପ୍ରମୁଖ ଯୋଗଦେଇ ଆସନ୍ତା ନିର୍ବାଚନରେ ଭାଜପା ସମର୍ଥିତ ପ୍ରାର୍ଥୀଙ୍କୁ ଜିତାଇବା ପାଇଁ ପରାମର୍ଶ ଦେଇଥିଲେ। ଜିଲ୍ଲା ଯୁବ ମୋର୍ଚ୍ଚା ସମ୍ପାଦକ ତାପସ ରାଉତ ଧନ୍ୟବାଦ ଦେଇଥିଲେ। ରାକେଶ ଦାସ, ଜଗବନ୍ଧୁ ସେନାପତି, ରାଜେନ୍ଦ୍ର ମୁଦୁଲି, ଦାରିଦ୍ର୍ୟ ଦାସ ପ୍ରମୁଖ ଉପସ୍ଥିତ ଥିଲେ। <box>552 893 897 1084</box>
samajik-headline: ସାମାଜିକ କର୍ମୀଙ୍କ ବିୟୋଗରେ ବଜାର ବନ୍ଦ <box>924 853 1100 906</box>
clinic-address-2: Baramunda, Bhubaneswar-3 <box>277 2169 433 2182</box>
selfdef-body-text: ବାଲିକୁଦା ଉଚ୍ଚ ବିଦ୍ୟାଳୟରେ ଚାଲିଥିବା ୩ ଦିନିଆ ବାଳିକା ଆତ୍ମରକ୍ଷା ତାଲିମ ଶିବିର ଉଦ୍‌ଯାପିତ ହୋଇଯାଇଛି। ପ୍ରଶିକ୍ଷକମାନେ ଛାତ୍ରୀମାନଙ୍କୁ ଆତ୍ମରକ୍ଷା କୌଶଳ ଶିଖାଇଥିଲେ। ଭକ୍ତବନ୍ଧୁ ଦାସ, ସୁଧାକର ନାୟକ, ଜଗଧାତ୍ରୀ ସ୍ୱାଇଁ ପ୍ରମୁଖ ଯୋଗଦେଇଥିଲେ। ପ୍ରଧାନଶିକ୍ଷକ ନିଳୁରାମ ଜେନା ଉଦ୍‌ଘାଟନ କରିଥିଲେ। ଏହି ଅବସରରେ ଶିକ୍ଷକ ଶିକ୍ଷୟିତ୍ରୀମାନେ ଉପସ୍ଥିତ ରହି ଛାତ୍ରୀମାନଙ୍କୁ ଉତ୍ସାହିତ କରିଥିଲେ। ନାଉଗାଁ, (ସ୍ୱ.ପ୍ର.)– ସ୍ଥାନୀୟ ଉଚ୍ଚ ବିଦ୍ୟାଳୟରେ ମଧ୍ୟ ଏଭଳି ଶିବିର ଅନୁଷ୍ଠିତ ହୋଇଥିଲା। ଶିବିରରେ ୧୦୦ରୁ ଅଧିକ ଛାତ୍ରୀ ଭାଗ ନେଇଥିଲେ ଓ ଶେଷରେ ପ୍ରମାଣପତ୍ର ପ୍ରଦାନ କରାଯାଇଥିଲା। ଗୁରୁଜନମାନେ ଛାତ୍ରୀମାନଙ୍କୁ ନିୟମିତ ଅଭ୍ୟାସ କରିବାକୁ ପରାମର୍ଶ ଦେଇଥିଲେ। ପ୍ରଧାନଶିକ୍ଷକ ଧନ୍ୟବାଦ ଅର୍ପଣ କରିଥିଲେ। <box>955 2073 1495 2225</box>
middle-row <box>5 516 1115 1313</box>
lead-kicker: ନାଉଗାଁ ବ୍ଲକ ବିଜେଡିରେ କନ୍ଦଳ <box>37 185 191 249</box>
selfdef-headline: ଶିଖିଥିବା କୌଶଳକୁ ଅଭ୍ୟାସରେ ପରିଣତ କରିବାକୁ ଆହ୍ୱାନ <box>760 1613 1375 1706</box>
condition-item: ପରିସ୍ରାରେ ଧାତୁ <box>10 2135 235 2178</box>
conditions-list <box>10 1920 235 2262</box>
open-school-headline: ନାଉଗାଁହାଟ ହାଇସ୍କୁଲରେ ଖୋଲିଲା ମୁକ୍ତ ବିଦ୍ୟାଳୟ <box>1143 1106 1461 1162</box>
army-headline: ୭ରୁ ଆର୍ମି ନିଯୁକ୍ତି ର୍ୟାଲି <box>552 515 822 608</box>
pushpa-body <box>10 1920 730 2262</box>
ad-location-1: Near Budheswari Temple, ମତ୍ସ୍ୟ ବିକ୍ରୟ କେନ୍ଦ୍ର ନିକଟରେ <box>11 1774 303 1787</box>
clinic-logo-panel <box>235 1920 475 2262</box>
divider <box>955 2062 1495 2063</box>
skill-story <box>379 1613 740 1851</box>
lead-story <box>5 105 1115 476</box>
selfdef-box-body: ପୂର୍ଣ୍ଣଚନ୍ଦ୍ର ବିଦ୍ୟାମନ୍ଦିରର ପ୍ରଧାନ ଶିକ୍ଷୟିତ୍ରୀ ଲୋଚନାକୁମାରୀ ଦେଇ ଯୋଗଦେଇ ପ୍ରାପ୍ତ ସାର୍ଟିଫିକେଟକୁ ସାଇତି ରଖିବା ସହ ଆପଣେଇଥିବା କୌଶଳକୁ ପ୍ରତିଦିନ ଅଭ୍ୟାସରେ ପରିଣତ କରିବାକୁ ଆହ୍ୱାନ ଦେଇଥିଲେ। ସମ୍ମାନିତ ଅତିଥି ଭାବେ ବିଜୟ କୁମାର ସ୍ୱାଇଁ, ଡିଆରସିପି ଭାସ୍କର ଚନ୍ଦ୍ର ମୁଦୁଲି, ଶିକ୍ଷକ ପ୍ରଶାନ୍ତ କୁମାର ସାହୁ ପ୍ରମୁଖ ଯୋଗଦେଇଥିଲେ। ଶିବିରରେ ପ୍ରଶିକ୍ଷକମାନେ ଛାତ୍ରୀମାନଙ୍କୁ ବିଭିନ୍ନ ଆତ୍ମରକ୍ଷା କୌଶଳ ଶିଖାଇଥିଲେ। <box>760 1938 945 2207</box>
selfdef-body <box>955 2071 1495 2227</box>
claim-item: ୨୫ବର୍ଷର ଅଭିଜ୍ଞ ଓ ବିଶେଷଜ୍ଞ ଚିକିତ୍ସକମାନଙ୍କର ପାର୍ଶ୍ୱପ୍ରତିକ୍ରିୟାବିହୀନ ସ୍ୱହସ୍ତ ପ୍ରସ୍ତୁତ ଆୟୁର୍ବେଦୀୟ ଔଷଧଦ୍ୱାରା ଚିକିତ୍ସା କରାହୁଏ <box>475 1972 730 2043</box>
